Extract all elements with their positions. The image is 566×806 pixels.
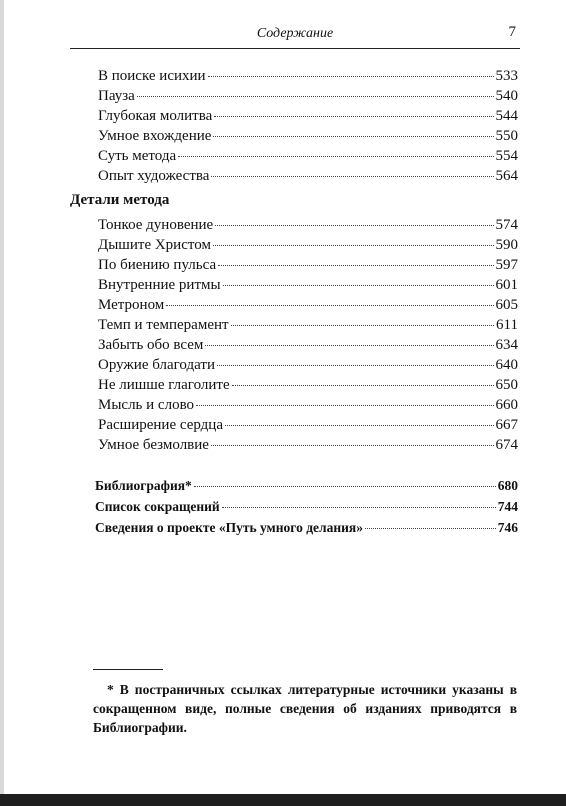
toc-entry-backmatter [95,519,518,539]
dot-leader [211,176,493,177]
dot-leader [217,365,494,366]
toc-entry [98,256,518,276]
toc-entry-page: 550 [495,128,518,144]
dot-leader [215,225,493,226]
toc-entry [98,167,518,187]
toc-entry-backmatter [95,498,518,518]
toc-entry-title: Дышите Христом [98,237,211,253]
footnote [93,680,517,737]
toc-entry-title: В поиске исихии [98,68,206,84]
page-header [70,22,520,49]
dot-leader [232,385,494,386]
footnote-text: * В постраничных ссылках литературные источники указаны в сокращенном виде, полные сведения об изданиях приводятся в Библиографии. [93,682,517,735]
toc-entry-title: Темп и темперамент [98,317,229,333]
toc-entry-page: 564 [495,168,518,184]
dot-leader [231,325,494,326]
dot-leader [166,305,493,306]
toc-entry [98,396,518,416]
toc-entry-page: 533 [495,68,518,84]
dot-leader [208,76,494,77]
page-edge [0,0,4,806]
toc-entry-title: Оружие благодати [98,357,215,373]
toc-entry-title: Тонкое дуновение [98,217,214,233]
toc-entry [98,296,518,316]
toc-entry [98,356,518,376]
toc-entry [98,376,518,396]
toc-entry [98,416,518,436]
toc-entry [98,436,518,456]
toc-entry-title: Суть метода [98,148,177,164]
dot-leader [213,245,494,246]
toc-entry-page: 597 [495,257,518,273]
toc-entry-page: 611 [496,317,518,333]
toc-entry-title: Внутренние ритмы [98,277,221,293]
dot-leader [223,285,494,286]
toc-entry-page: 540 [495,88,518,104]
dot-leader [222,507,496,508]
toc-entry [98,276,518,296]
toc-entry-page: 744 [497,499,518,514]
toc-entry-page: 605 [495,297,518,313]
toc-entry-title: Библиография* [95,478,192,493]
dot-leader [205,345,493,346]
toc-entry-title: Мысль и слово [98,397,195,413]
toc-entry-title: Не лишше глаголите [98,377,230,393]
toc-entry-page: 544 [495,108,518,124]
toc-entry [98,127,518,147]
toc-entry-page: 680 [497,478,518,493]
toc-entry-title: Пауза [98,88,135,104]
dot-leader [214,116,493,117]
dot-leader [196,405,493,406]
toc-entry-page: 674 [495,437,518,453]
running-title: Содержание [256,26,334,41]
toc-entry-page: 574 [495,217,518,233]
toc-entry [98,147,518,167]
toc-entry [98,87,518,107]
toc-entry [98,67,518,87]
toc-entry-page: 667 [495,417,518,433]
toc-entry-title: Глубокая молитва [98,108,213,124]
toc-entry-page: 590 [495,237,518,253]
dot-leader [194,486,496,487]
page-number: 7 [508,24,516,40]
dot-leader [213,136,493,137]
toc-entry-title: Умное вхождение [98,128,212,144]
toc-entry-title: Метроном [98,297,165,313]
toc-entry-title: Сведения о проекте «Путь умного делания» [95,520,363,535]
toc-entry-title: По биению пульса [98,257,217,273]
toc-entry-page: 650 [495,377,518,393]
toc-entry-title: Список сокращений [95,499,220,514]
toc-entry [98,316,518,336]
toc-entry [98,107,518,127]
section-heading: Детали метода [70,192,170,208]
dot-leader [225,425,494,426]
scan-edge [0,794,566,806]
dot-leader [211,445,494,446]
toc-entry-title: Умное безмолвие [98,437,209,453]
toc-entry-page: 634 [495,337,518,353]
toc-entry-title: Расширение сердца [98,417,223,433]
dot-leader [218,265,493,266]
dot-leader [178,156,493,157]
footnote-rule [93,669,163,670]
toc-entry-page: 601 [495,277,518,293]
toc-entry [98,336,518,356]
toc-entry [98,216,518,236]
toc-entry-title: Забыть обо всем [98,337,204,353]
toc-entry-title: Опыт художества [98,168,210,184]
toc-entry-page: 640 [495,357,518,373]
dot-leader [137,96,494,97]
toc-entry-page: 554 [495,148,518,164]
dot-leader [365,528,496,529]
toc-entry-backmatter [95,477,518,497]
toc-entry-page: 746 [497,520,518,535]
toc-entry-page: 660 [495,397,518,413]
toc-entry [98,236,518,256]
